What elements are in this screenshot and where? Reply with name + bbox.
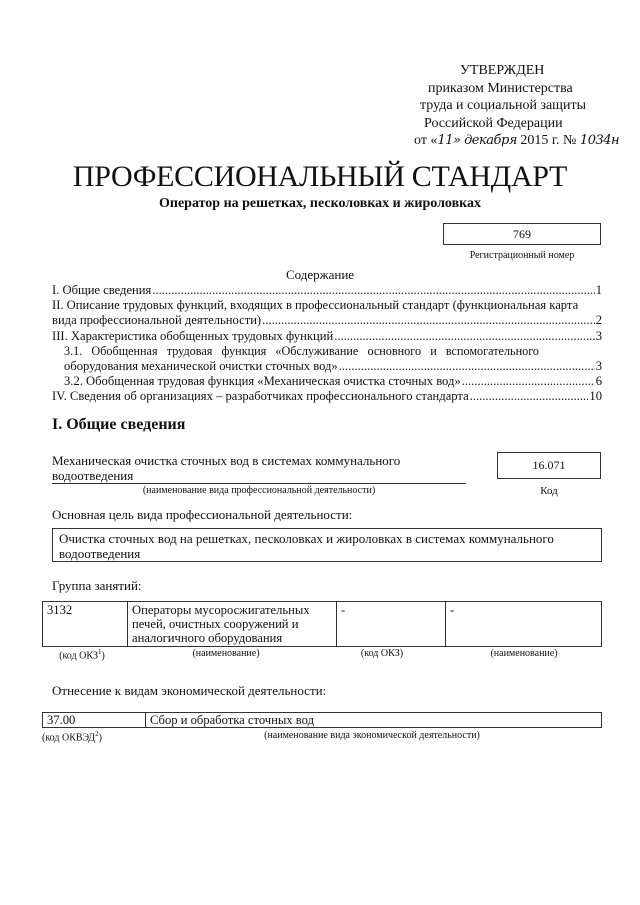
toc-item[interactable]: 3.2. Обобщенная трудовая функция «Механическая очистка сточных вод» ..... 6 xyxy=(52,374,602,389)
occupation-name-cell: Операторы мусоросжигательных печей, очистных сооружений и аналогичного оборудования xyxy=(128,602,337,647)
okved-name-cell: Сбор и обработка сточных вод xyxy=(150,713,314,727)
toc-item[interactable]: IV. Сведения об организациях – разработчиках профессионального стандарта ..... 10 xyxy=(52,389,602,404)
date-year: 2015 г. № xyxy=(520,133,577,148)
okz-code-caption: (код ОКЗ$^1$) xyxy=(59,648,105,662)
activity-caption: (наименование вида профессиональной деятельности) xyxy=(142,485,376,496)
toc-item[interactable]: II. Описание трудовых функций, входящих в профессиональный стандарт (функциональная карта вида профессиональной деятельности) ..... 2 xyxy=(52,298,602,328)
divider xyxy=(52,483,466,484)
handwritten-order-number: 1034н xyxy=(579,133,620,148)
table-row xyxy=(43,602,602,647)
approval-line: труда и социальной защиты xyxy=(420,98,586,113)
toc-item[interactable]: 3.1. Обобщенная трудовая функция «Обслуживание основного и вспомогательного оборудования механической очистки сточных вод» ..... 3 xyxy=(52,344,602,374)
handwritten-day: 11 xyxy=(437,133,453,148)
goal-box: Очистка сточных вод на решетках, песколовках и жироловках в системах коммунального водоотведения xyxy=(52,528,602,562)
date-prefix: от « xyxy=(414,133,438,148)
occupation-group-table xyxy=(42,601,602,647)
okved-row xyxy=(42,712,602,728)
registration-caption: Регистрационный номер xyxy=(469,250,575,261)
page-title: ПРОФЕССИОНАЛЬНЫЙ СТАНДАРТ xyxy=(72,160,568,193)
approval-date xyxy=(414,132,620,150)
okz-code-cell: 3132 xyxy=(43,602,128,647)
okved-code-cell: 37.00 xyxy=(43,713,146,727)
name-caption-2: (наименование) xyxy=(490,648,558,659)
registration-number-box: 769 xyxy=(443,223,601,245)
activity-code-box: 16.071 xyxy=(497,452,601,479)
approval-line: Российской Федерации xyxy=(424,115,563,131)
goal-label: Основная цель вида профессиональной деятельности: xyxy=(52,507,353,522)
code-caption: Код xyxy=(540,485,558,497)
okved-name-caption: (наименование вида экономической деятельности) xyxy=(264,730,480,741)
approval-title: УТВЕРЖДЕН xyxy=(460,63,545,78)
table-of-contents xyxy=(52,283,602,405)
toc-item[interactable]: I. Общие сведения ..... 1 xyxy=(52,283,602,298)
okz-code-caption-2: (код ОКЗ) xyxy=(360,648,404,659)
approval-line: приказом Министерства xyxy=(428,80,573,96)
okved-code-caption: (код ОКВЭД$^2$) xyxy=(42,730,102,744)
group-label: Группа занятий: xyxy=(52,578,142,593)
section-heading: I. Общие сведения xyxy=(52,416,186,433)
handwritten-month: » декабря xyxy=(452,133,517,148)
okz-code-cell-2: - xyxy=(337,602,446,647)
activity-name: Механическая очистка сточных вод в системах коммунального водоотведения xyxy=(52,453,401,483)
approval-block xyxy=(414,62,620,150)
page-subtitle: Оператор на решетках, песколовках и жироловках xyxy=(159,196,481,211)
name-caption: (наименование) xyxy=(192,648,260,659)
occupation-name-cell-2: - xyxy=(446,602,602,647)
okved-label: Отнесение к видам экономической деятельности: xyxy=(52,683,327,698)
toc-heading: Содержание xyxy=(285,267,355,282)
toc-item[interactable]: III. Характеристика обобщенных трудовых функций ..... 3 xyxy=(52,329,602,344)
